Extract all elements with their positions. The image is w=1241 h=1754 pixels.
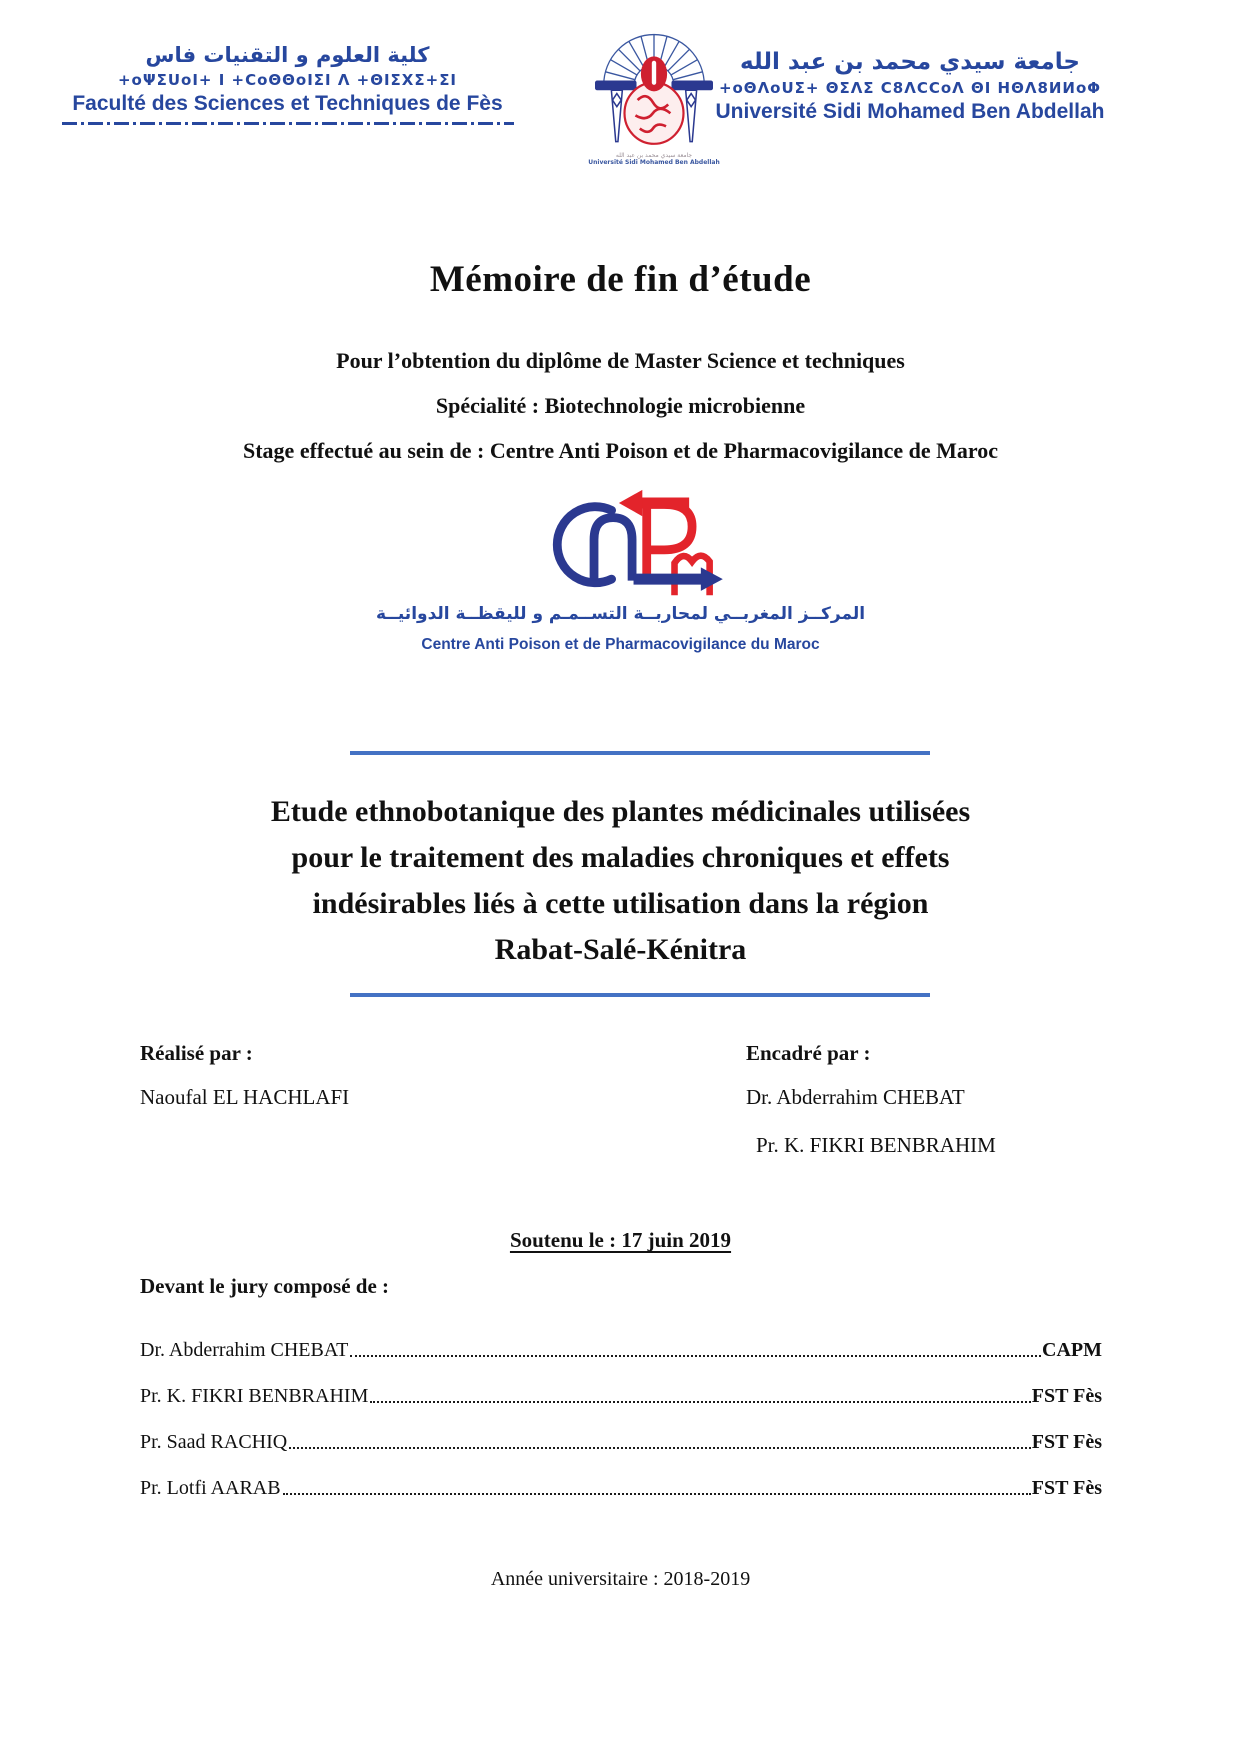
- faculty-name-arabic: كلية العلوم و التقنيات فاس: [145, 43, 430, 67]
- supervisor-block: [746, 1040, 1176, 1159]
- dot-leader: [350, 1355, 1041, 1357]
- dot-leader: [289, 1447, 1031, 1449]
- jury-row: [140, 1455, 1102, 1501]
- author-name: Naoufal EL HACHLAFI: [140, 1085, 350, 1109]
- jury-member-name: Pr. Saad RACHIQ: [140, 1431, 288, 1453]
- jury-list: [140, 1317, 1102, 1501]
- jury-row: [140, 1363, 1102, 1409]
- jury-member-name: Pr. Lotfi AARAB: [140, 1477, 281, 1499]
- emblem-caption-arabic: جامعة سيدي محمد بن عبد الله: [615, 152, 693, 159]
- degree-subtitle: Pour l’obtention du diplôme de Master Science et techniques: [336, 348, 905, 373]
- jury-member-affiliation: FST Fès: [1031, 1477, 1102, 1499]
- jury-member-affiliation: CAPM: [1042, 1339, 1102, 1361]
- author-label: Réalisé par :: [140, 1041, 253, 1065]
- dot-leader: [283, 1493, 1031, 1495]
- jury-member-affiliation: FST Fès: [1031, 1431, 1102, 1453]
- jury-member-name: Pr. K. FIKRI BENBRAHIM: [140, 1385, 369, 1407]
- thesis-title: [0, 789, 1241, 973]
- university-header-block: [650, 46, 1170, 124]
- university-name-arabic: جامعة سيدي محمد بن عبد الله: [740, 49, 1080, 75]
- jury-heading: Devant le jury composé de :: [140, 1274, 390, 1298]
- jury-member-affiliation: FST Fès: [1031, 1385, 1102, 1407]
- university-name-tifinagh: +oΘΛoUΣ+ ΘΣΛΣ Ϲ8ΛϹϹoΛ ΘΙ ΗΘΛ8ИИoΦ: [718, 79, 1102, 97]
- speciality-subtitle: Spécialité : Biotechnologie microbienne: [435, 393, 806, 418]
- dot-leader: [370, 1401, 1030, 1403]
- supervisor-label: Encadré par :: [746, 1041, 871, 1065]
- capm-caption-french: Centre Anti Poison et de Pharmacovigilance du Maroc: [421, 636, 820, 653]
- thesis-title-line: indésirables liés à cette utilisation dans la région: [312, 887, 929, 920]
- faculty-name-french: Faculté des Sciences et Techniques de Fès: [72, 92, 503, 115]
- header-dash-separator: [62, 122, 514, 125]
- thesis-title-line: Rabat-Salé-Kénitra: [494, 933, 747, 966]
- thesis-title-line: pour le traitement des maladies chroniques et effets: [291, 841, 950, 874]
- capm-logo: [0, 484, 1241, 609]
- defense-date: Soutenu le : 17 juin 2019: [509, 1228, 732, 1252]
- jury-row: [140, 1317, 1102, 1363]
- jury-member-name: Dr. Abderrahim CHEBAT: [140, 1339, 349, 1361]
- supervisor-name: Dr. Abderrahim CHEBAT: [746, 1085, 965, 1109]
- author-block: [140, 1040, 590, 1111]
- emblem-caption-french: Université Sidi Mohamed Ben Abdellah: [588, 159, 720, 166]
- supervisor-name: Pr. K. FIKRI BENBRAHIM: [756, 1133, 996, 1157]
- internship-subtitle: Stage effectué au sein de : Centre Anti Poison et de Pharmacovigilance de Maroc: [243, 438, 998, 463]
- faculty-name-tifinagh: +oΨΣUoI+ I +ϹoΘΘoIΣI Λ +ΘΙΣΧΣ+ΣΙ: [117, 71, 458, 89]
- title-rule-top: [350, 751, 930, 755]
- faculty-header-block: [55, 40, 520, 125]
- document-title: Mémoire de fin d’étude: [429, 259, 812, 300]
- capm-caption-arabic: المركــز المغربــي لمحاربــة التســمـم و لليقظــة الدوائيــة: [375, 604, 866, 624]
- jury-row: [140, 1409, 1102, 1455]
- thesis-title-line: Etude ethnobotanique des plantes médicinales utilisées: [270, 795, 971, 828]
- university-name-french: Université Sidi Mohamed Ben Abdellah: [715, 100, 1105, 123]
- capm-logo-icon: [470, 484, 800, 604]
- title-rule-bottom: [350, 993, 930, 997]
- academic-year: Année universitaire : 2018-2019: [490, 1568, 751, 1590]
